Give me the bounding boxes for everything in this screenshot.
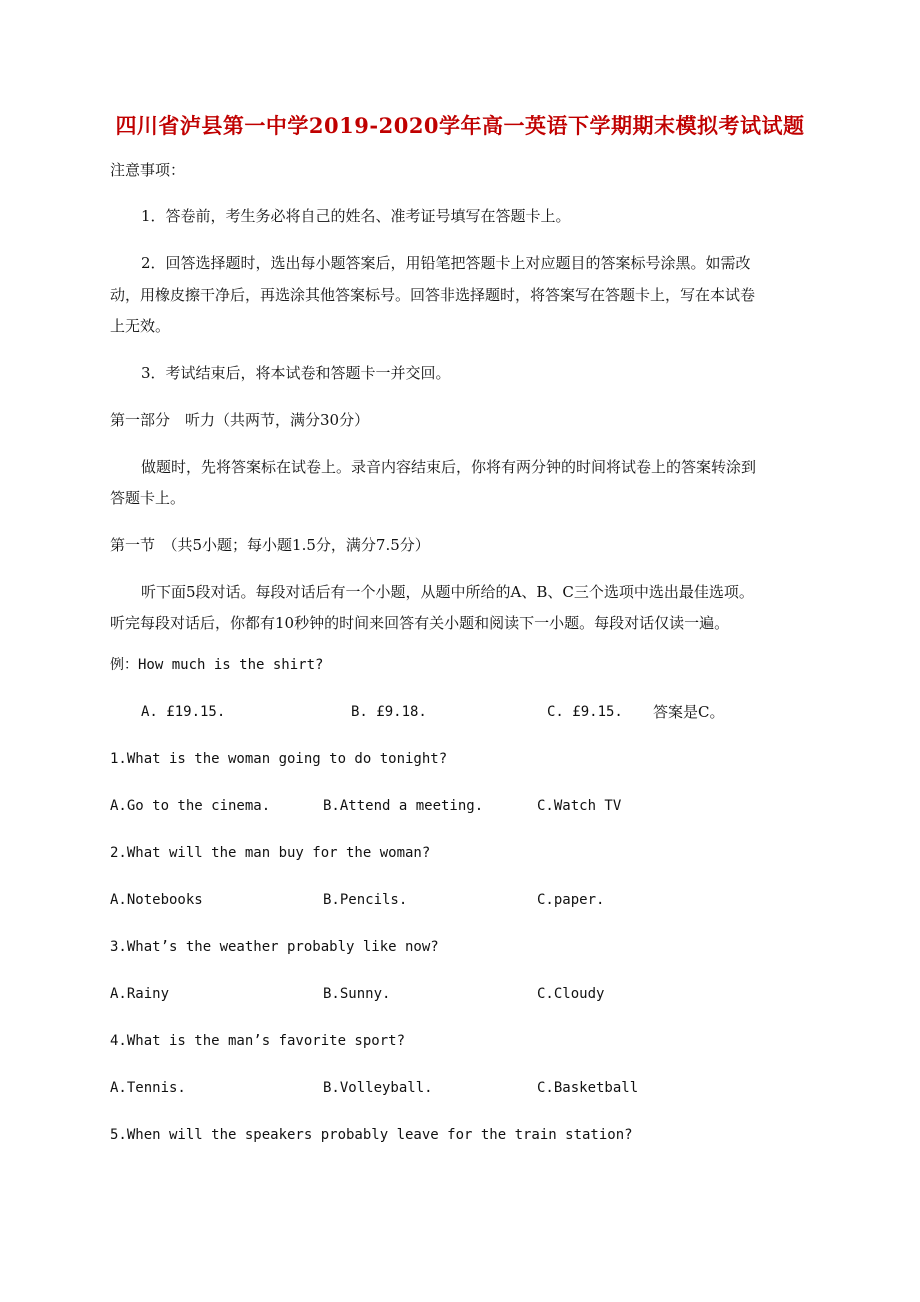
part1-instruction-line-1: 做题时，先将答案标在试卷上。录音内容结束后，你将有两分钟的时间将试卷上的答案转涂到 — [141, 458, 757, 476]
question-4-option-b: B.Volleyball. — [323, 1080, 433, 1096]
question-1-option-a: A.Go to the cinema. — [110, 798, 271, 814]
example-option-a: A. £19.15. — [141, 704, 226, 720]
example-option-c: C. £9.15. — [547, 704, 623, 720]
part1-instruction-line-2: 答题卡上。 — [110, 489, 186, 507]
question-4: 4.What is the man’s favorite sport? — [110, 1033, 406, 1049]
question-3: 3.What’s the weather probably like now? — [110, 939, 439, 955]
question-4-option-c: C.Basketball — [537, 1080, 639, 1096]
section1-heading: 第一节 （共5小题；每小题1.5分，满分7.5分） — [110, 536, 430, 554]
notice-item-3: 3．考试结束后，将本试卷和答题卡一并交回。 — [141, 364, 451, 382]
question-1-option-c: C.Watch TV — [537, 798, 622, 814]
question-3-option-a: A.Rainy — [110, 986, 170, 1002]
question-1-options — [0, 796, 920, 816]
example-option-b: B. £9.18. — [351, 704, 427, 720]
example-question: 例：How much is the shirt? — [110, 657, 324, 673]
question-3-option-b: B.Sunny. — [323, 986, 391, 1002]
question-1-option-b: B.Attend a meeting. — [323, 798, 484, 814]
question-2-option-b: B.Pencils. — [323, 892, 408, 908]
question-3-options — [0, 984, 920, 1004]
question-2-option-a: A.Notebooks — [110, 892, 203, 908]
question-2-option-c: C.paper. — [537, 892, 605, 908]
question-4-option-a: A.Tennis. — [110, 1080, 186, 1096]
notice-heading: 注意事项： — [110, 161, 186, 179]
example-answer: 答案是C。 — [653, 703, 725, 721]
notice-item-2-line-2: 动，用橡皮擦干净后，再选涂其他答案标号。回答非选择题时，将答案写在答题卡上，写在本试卷 — [110, 286, 756, 304]
notice-item-2-line-3: 上无效。 — [110, 317, 171, 335]
question-2-options — [0, 890, 920, 910]
question-3-option-c: C.Cloudy — [537, 986, 605, 1002]
question-4-options — [0, 1078, 920, 1098]
exam-title: 四川省泸县第一中学2019-2020学年高一英语下学期期末模拟考试试题 — [115, 113, 805, 138]
question-2: 2.What will the man buy for the woman? — [110, 845, 431, 861]
question-1: 1.What is the woman going to do tonight? — [110, 751, 448, 767]
notice-item-2-line-1: 2．回答选择题时，选出每小题答案后，用铅笔把答题卡上对应题目的答案标号涂黑。如需改 — [141, 254, 751, 272]
example-options — [0, 702, 920, 722]
question-5: 5.When will the speakers probably leave for the train station? — [110, 1127, 633, 1143]
section1-instruction-line-2: 听完每段对话后，你都有10秒钟的时间来回答有关小题和阅读下一小题。每段对话仅读一遍。 — [110, 614, 730, 632]
section1-instruction-line-1: 听下面5段对话。每段对话后有一个小题，从题中所给的A、B、C三个选项中选出最佳选项。 — [141, 583, 754, 601]
part1-heading: 第一部分 听力（共两节，满分30分） — [110, 411, 370, 429]
notice-item-1: 1．答卷前，考生务必将自己的姓名、准考证号填写在答题卡上。 — [141, 207, 571, 225]
